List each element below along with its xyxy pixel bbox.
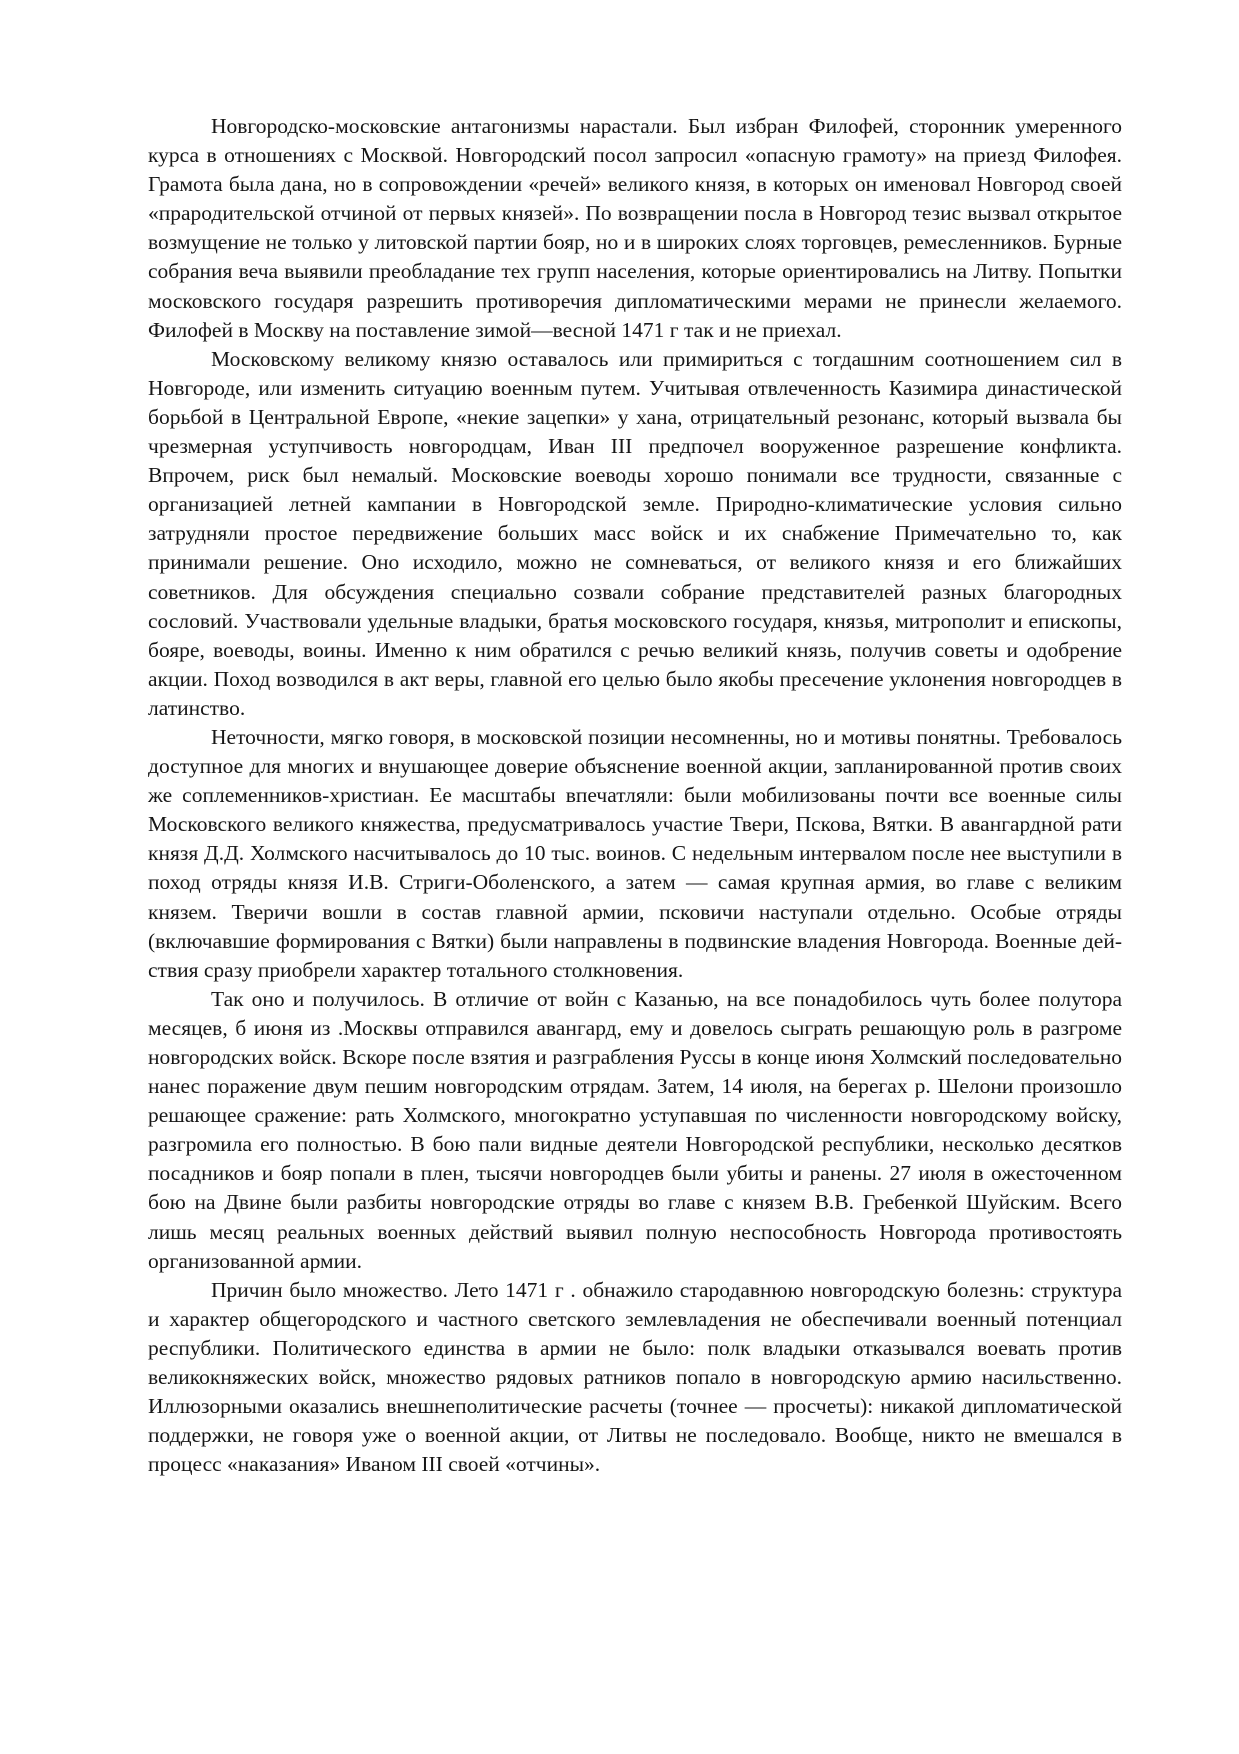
paragraph-5: Причин было множество. Лето 1471 г . обнажило стародавнюю новгородскую болезнь: структура и характер общегородского и частного светского землевладения не обеспечивали военный потенциал республики. Политического единства в армии не было: полк владыки отказывался воевать против великокняжеских войск, множество рядовых ратников попало в новгородскую армию насильственно. Иллюзорными оказались внешнеполитические расчеты (точнее — просчеты): никакой дипломатической поддержки, не говоря уже о военной акции, от Литвы не последовало. Вообще, никто не вмешался в процесс «наказания» Иваном III своей «отчины». [148,1277,1122,1477]
paragraph-2: Московскому великому князю оставалось или примириться с тогдашним соотношением сил в Новгороде, или изменить ситуацию военным путем. Учитывая отвлеченность Казимира династической борьбой в Центральной Европе, «некие зацепки» у хана, отрицательный резонанс, который вызвала бы чрезмерная уступчивость новгородцам, Иван III предпочел вооруженное разрешение конфликта. Впрочем, риск был немалый. Московские воеводы хорошо понимали все трудности, связанные с организацией летней кампании в Новгородской земле. Природно-климатические условия сильно затрудняли простое передвижение больших масс войск и их снабжение Примечательно то, как принимали решение. Оно исходило, можно не сомневаться, от великого князя и его ближайших советников. Для обсуждения специально созвали собрание представителей разных благородных сословий. Участвовали удельные владыки, братья московского государя, князья, митрополит и епископы, бояре, воеводы, воины. Именно к ним обратился с речью великий князь, получив советы и одобрение акции. Поход возводился в акт веры, главной его целью было якобы пресечение уклонения новгородцев в латинство. [148,346,1122,720]
document-page [148,112,1122,1479]
paragraph-1: Новгородско-московские антагонизмы нарастали. Был избран Филофей, сторонник умеренного курса в отношениях с Москвой. Новгородский посол запросил «опасную грамоту» на приезд Филофея. Грамота была дана, но в сопровождении «речей» великого князя, в которых он именовал Новгород своей «прародительской отчиной от первых князей». По возвращении посла в Новгород тезис вызвал открытое возмущение не только у литовской партии бояр, но и в широких слоях торговцев, ремесленников. Бурные собрания веча выявили преобладание тех групп населения, которые ориентировались на Литву. Попытки московского государя разрешить противоречия дипломатическими мерами не принесли желаемого. Филофей в Москву на поставление зимой—весной 1471 г так и не приехал. [148,114,1122,342]
paragraph-3: Неточности, мягко говоря, в московской позиции несомненны, но и мотивы понятны. Требовалось доступное для многих и внушающее доверие объяснение военной акции, запланированной против своих же соплеменников-христиан. Ее масштабы впечатляли: были мобилизованы почти все военные силы Московского великого княжества, предусматривалось участие Твери, Пскова, Вятки. В авангардной рати князя Д.Д. Холмского насчитывалось до 10 тыс. воинов. С недельным интервалом после нее выступили в поход отряды князя И.В. Стриги-Оболенского, а затем — самая крупная армия, во главе с великим князем. Тверичи вошли в состав главной армии, псковичи наступали отдельно. Особые отряды (включавшие формирования с Вятки) были направлены в подвинские владения Новгорода. Военные действия сразу приобрели характер тотального столкновения. [148,724,1122,982]
paragraph-4: Так оно и получилось. В отличие от войн с Казанью, на все понадобилось чуть более полутора месяцев, б июня из .Москвы отправился авангард, ему и довелось сыграть решающую роль в разгроме новгородских войск. Вскоре после взятия и разграбления Руссы в конце июня Холмский последовательно нанес поражение двум пешим новгородским отрядам. Затем, 14 июля, на берегах р. Шелони произошло решающее сражение: рать Холмского, многократно уступавшая по численности новгородскому войску, разгромила его полностью. В бою пали видные деятели Новгородской республики, несколько десятков посадников и бояр попали в плен, тысячи новгородцев были убиты и ранены. 27 июля в ожесточенном бою на Двине были разбиты новгородские отряды во главе с князем В.В. Гребенкой Шуйским. Всего лишь месяц реальных военных действий выявил полную неспособность Новгорода противостоять организованной армии. [148,986,1122,1273]
